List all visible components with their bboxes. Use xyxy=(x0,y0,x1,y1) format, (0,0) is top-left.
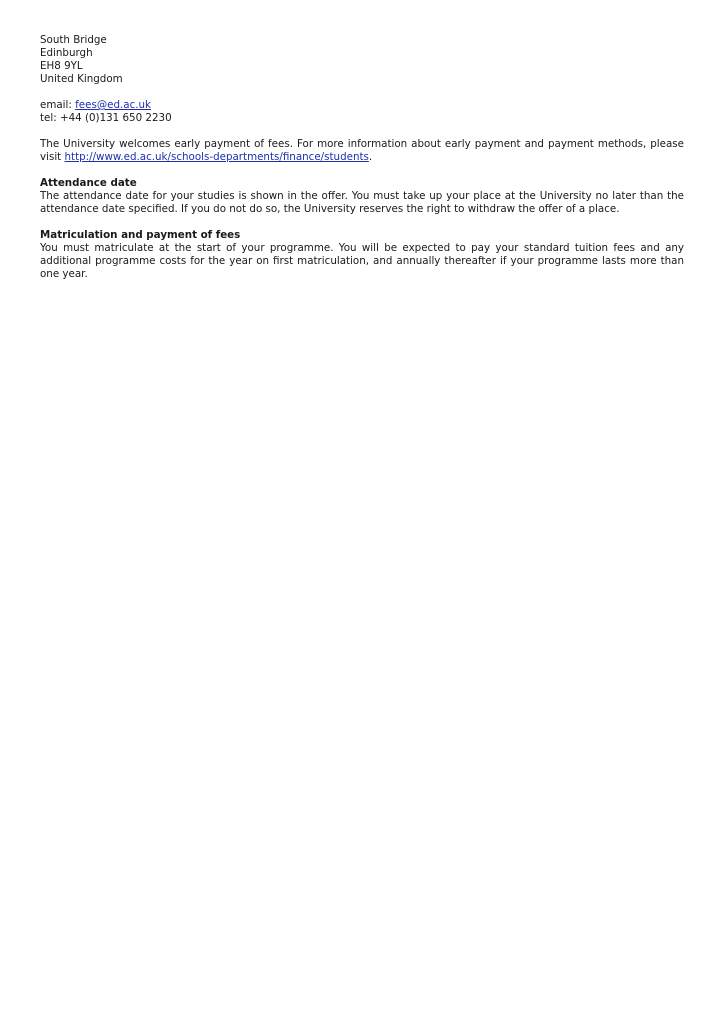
spacer xyxy=(40,216,684,229)
matriculation-heading: Matriculation and payment of fees xyxy=(40,229,241,241)
payment-end: . xyxy=(368,151,373,163)
payment-text: The University welcomes early payment of fees. For more information about early payment and payment methods, please visit xyxy=(40,138,684,163)
spacer xyxy=(40,164,684,177)
tel-line xyxy=(40,112,684,125)
email-link[interactable]: fees@ed.ac.uk xyxy=(75,99,151,111)
address-line: EH8 9YL xyxy=(40,60,83,72)
finance-url-link[interactable]: http://www.ed.ac.uk/schools-departments/finance/students xyxy=(64,151,369,163)
attendance-section xyxy=(40,177,684,216)
spacer xyxy=(40,86,684,99)
tel-label: tel: xyxy=(40,112,57,124)
document-page xyxy=(40,34,684,281)
payment-paragraph xyxy=(40,138,684,164)
tel-number: +44 (0)131 650 2230 xyxy=(59,112,172,124)
attendance-heading: Attendance date xyxy=(40,177,137,189)
address-line: Edinburgh xyxy=(40,47,93,59)
contact-block xyxy=(40,99,684,125)
email-label: email: xyxy=(40,99,72,111)
address-line: South Bridge xyxy=(40,34,107,46)
address-block xyxy=(40,34,684,86)
matriculation-paragraph: You must matriculate at the start of your programme. You will be expected to pay your standard tuition fees and any additional programme costs for the year on first matriculation, and annually thereafter if your programme lasts more than one year. xyxy=(40,242,684,280)
spacer xyxy=(40,125,684,138)
address-line: United Kingdom xyxy=(40,73,123,85)
attendance-paragraph: The attendance date for your studies is shown in the offer. You must take up your place at the University no later than the attendance date specified. If you do not do so, the University reserves the right to withdraw the offer of a place. xyxy=(40,190,684,215)
email-line xyxy=(40,99,684,112)
matriculation-section xyxy=(40,229,684,281)
